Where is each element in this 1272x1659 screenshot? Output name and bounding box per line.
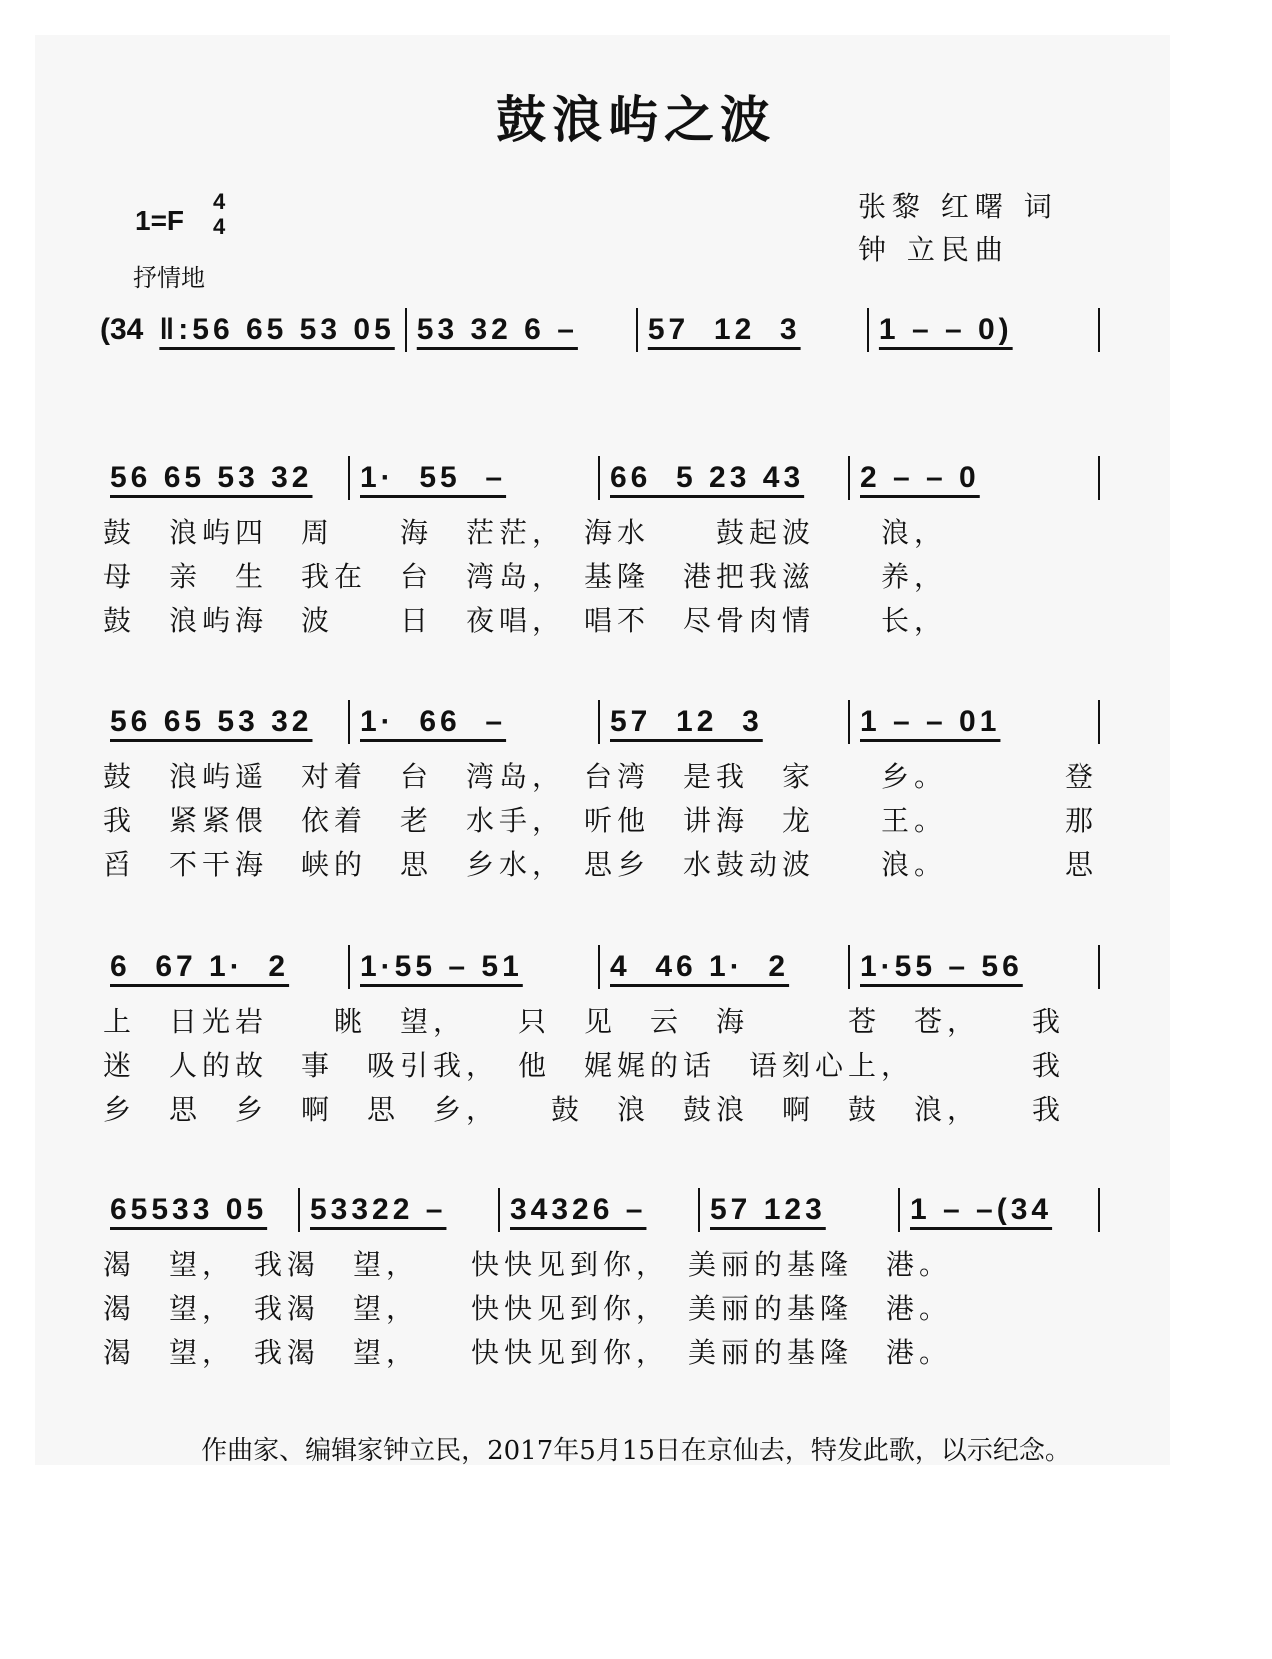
measure: 53322 – xyxy=(310,1193,447,1226)
lyrics-verse-3: 鼓 浪屿海 波 日 夜唱， 唱不 尽骨肉情 长， xyxy=(103,604,948,637)
lyricist-credit: 张黎 红曙 词 xyxy=(858,190,1058,223)
lyrics-verse-2: 我 紧紧偎 依着 老 水手， 听他 讲海 龙 王。 那 xyxy=(103,804,1099,837)
measure: 6 67 1· 2 xyxy=(110,950,290,983)
lyrics-verse-1: 鼓 浪屿遥 对着 台 湾岛， 台湾 是我 家 乡。 登 xyxy=(103,760,1099,793)
lyrics-verse-1: 鼓 浪屿四 周 海 茫茫， 海水 鼓起波 浪， xyxy=(103,516,948,549)
measure: 66 5 23 43 xyxy=(610,461,805,494)
memorial-note: 作曲家、编辑家钟立民，2017年5月15日在京仙去，特发此歌，以示纪念。 xyxy=(201,1436,1071,1466)
measure: 1·55 – 56 xyxy=(860,950,1023,983)
lyrics-verse-2: 迷 人的故 事 吸引我， 他 娓娓的话 语刻心上， 我 xyxy=(103,1049,1066,1082)
measure: 34326 – xyxy=(510,1193,647,1226)
bar-line xyxy=(1098,945,1100,989)
notation-row xyxy=(100,1188,1100,1232)
lyrics-verse-3: 渴 望， 我渴 望， 快快见到你， 美丽的基隆 港。 xyxy=(103,1336,953,1369)
intro-notation xyxy=(100,308,1100,352)
measure: 57 12 3 xyxy=(647,313,801,346)
measure: 1·55 – 51 xyxy=(360,950,523,983)
lyrics-verse-1: 上 日光岩 眺 望， 只 见 云 海 苍 苍， 我 xyxy=(103,1005,1066,1038)
measure: 1· 55 – xyxy=(360,461,507,494)
notation-row xyxy=(100,700,1100,744)
intro-prefix: (34 xyxy=(100,313,144,346)
lyrics-verse-3: 舀 不干海 峡的 思 乡水， 思乡 水鼓动波 浪。 思 xyxy=(103,848,1099,881)
bar-line xyxy=(1098,700,1100,744)
time-signature xyxy=(213,190,225,240)
measure: 1 – – 01 xyxy=(860,705,1001,738)
measure: 53 32 6 – xyxy=(416,313,578,346)
measure: 57 123 xyxy=(710,1193,826,1226)
bar-line xyxy=(1098,308,1100,352)
time-bottom: 4 xyxy=(213,214,226,239)
lyrics-verse-2: 母 亲 生 我在 台 湾岛， 基隆 港把我滋 养， xyxy=(103,560,948,593)
measure: 1· 66 – xyxy=(360,705,507,738)
measure: ‖:56 65 53 05 xyxy=(159,313,395,346)
lyrics-verse-3: 乡 思 乡 啊 思 乡， 鼓 浪 鼓浪 啊 鼓 浪， 我 xyxy=(103,1093,1066,1126)
measure: 56 65 53 32 xyxy=(110,461,313,494)
notation-row xyxy=(100,945,1100,989)
measure: 1 – – 0) xyxy=(878,313,1013,346)
song-title: 鼓浪屿之波 xyxy=(496,90,776,149)
key-signature: 1=F xyxy=(135,205,185,236)
measure: 4 46 1· 2 xyxy=(610,950,790,983)
bar-line xyxy=(1098,1188,1100,1232)
time-top: 4 xyxy=(213,189,226,214)
lyrics-verse-1: 渴 望， 我渴 望， 快快见到你， 美丽的基隆 港。 xyxy=(103,1248,953,1281)
measure: 57 12 3 xyxy=(610,705,763,738)
tempo-marking: 抒情地 xyxy=(133,264,205,292)
measure: 65533 05 xyxy=(110,1193,268,1226)
composer-credit: 钟 立民曲 xyxy=(858,233,1009,266)
measure: 56 65 53 32 xyxy=(110,705,313,738)
lyrics-verse-2: 渴 望， 我渴 望， 快快见到你， 美丽的基隆 港。 xyxy=(103,1292,953,1325)
bar-line xyxy=(1098,456,1100,500)
measure: 2 – – 0 xyxy=(860,461,980,494)
measure: 1 – –(34 xyxy=(910,1193,1053,1226)
notation-row xyxy=(100,456,1100,500)
